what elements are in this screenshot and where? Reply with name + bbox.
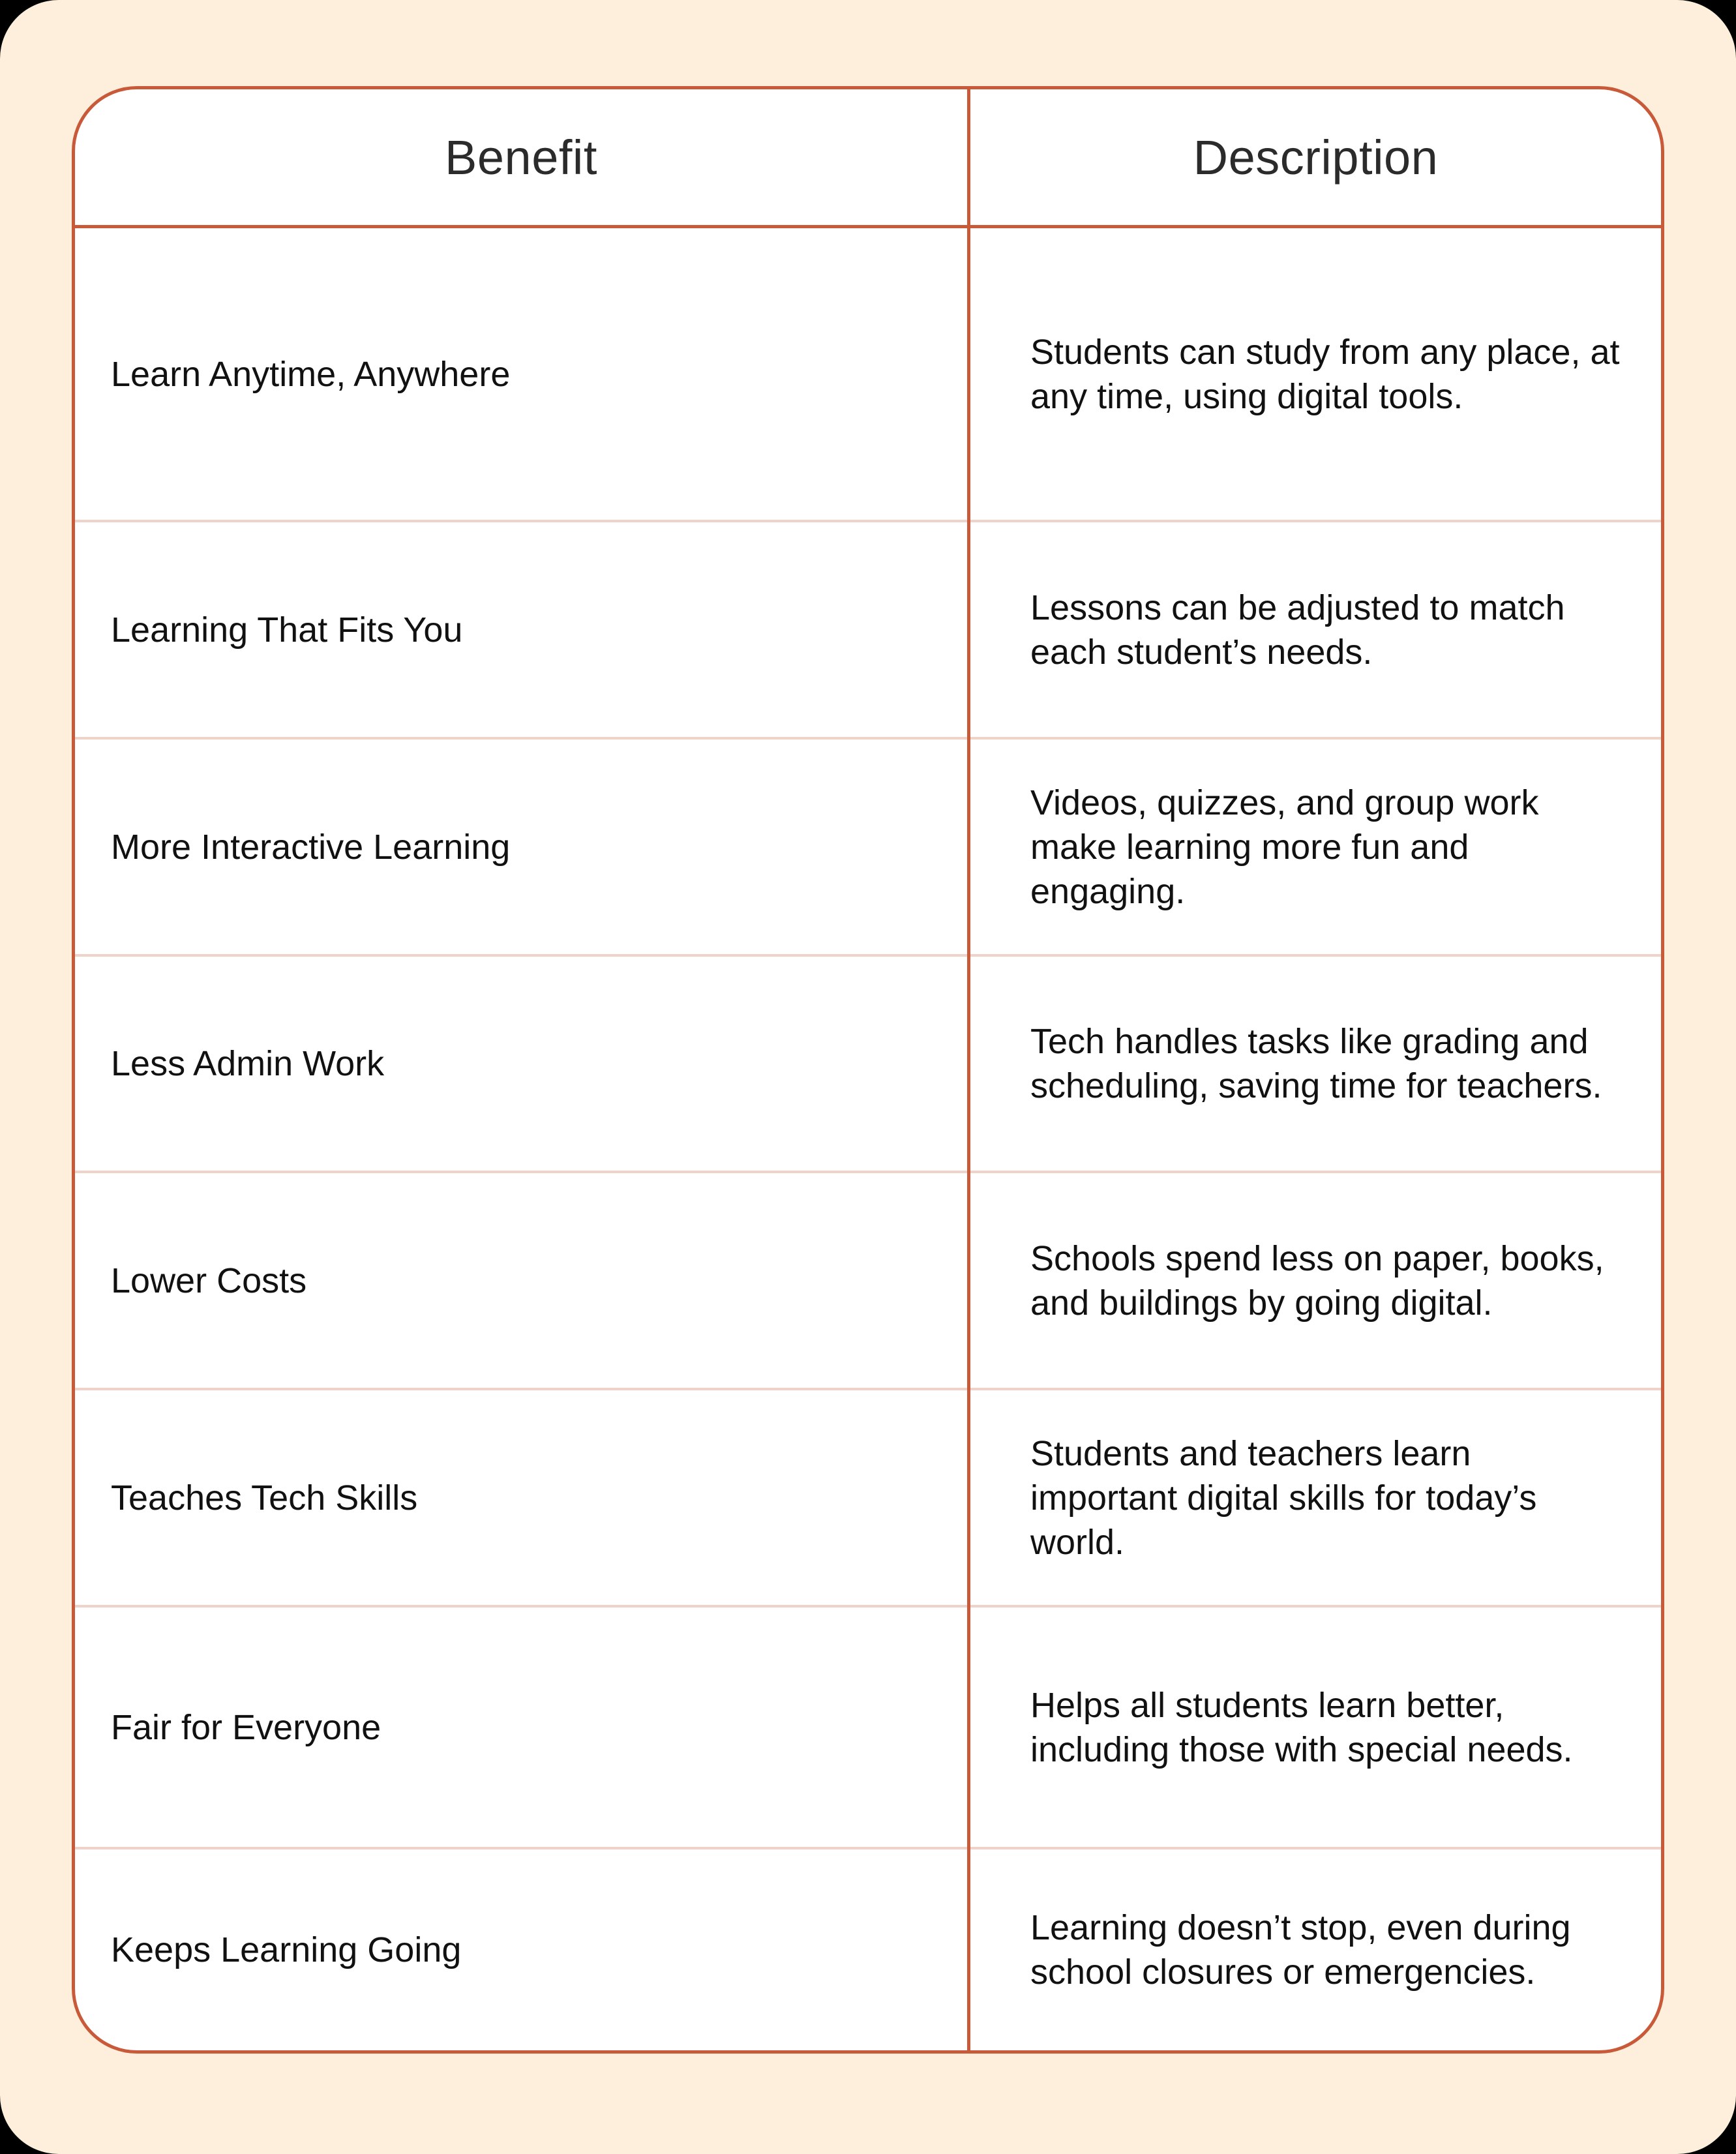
benefit-cell: Teaches Tech Skills (111, 1478, 418, 1518)
description-cell: Students can study from any place, at any time, using digital tools. (1030, 332, 1620, 416)
table-row (75, 957, 1661, 1173)
table-row (75, 1390, 1661, 1608)
benefit-cell: Lower Costs (111, 1261, 307, 1300)
description-cell: Lessons can be adjusted to match each student’s needs. (1030, 588, 1565, 672)
benefit-cell: Learn Anytime, Anywhere (111, 354, 511, 394)
table-row (75, 228, 1661, 522)
table-header-row (75, 89, 1661, 228)
header-benefit: Benefit (445, 130, 597, 185)
table-row (75, 522, 1661, 740)
table-row (75, 1849, 1661, 2050)
table-row (75, 1173, 1661, 1390)
benefit-cell: Learning That Fits You (111, 610, 463, 650)
description-cell: Learning doesn’t stop, even during school closures or emergencies. (1030, 1908, 1571, 1992)
column-divider (967, 89, 970, 2050)
benefit-cell: Keeps Learning Going (111, 1930, 462, 1969)
benefit-cell: Less Admin Work (111, 1044, 385, 1083)
header-description: Description (1193, 130, 1439, 185)
benefit-cell: More Interactive Learning (111, 827, 511, 867)
benefits-table (72, 86, 1664, 2054)
table-row (75, 740, 1661, 957)
description-cell: Tech handles tasks like grading and scheduling, saving time for teachers. (1030, 1022, 1602, 1105)
benefit-cell: Fair for Everyone (111, 1707, 382, 1747)
description-cell: Schools spend less on paper, books, and buildings by going digital. (1030, 1238, 1604, 1323)
table-row (75, 1608, 1661, 1849)
description-cell: Videos, quizzes, and group work make learning more fun and engaging. (1030, 783, 1539, 911)
description-cell: Helps all students learn better, including those with special needs. (1030, 1685, 1573, 1769)
description-cell: Students and teachers learn important digital skills for today’s world. (1030, 1433, 1537, 1562)
